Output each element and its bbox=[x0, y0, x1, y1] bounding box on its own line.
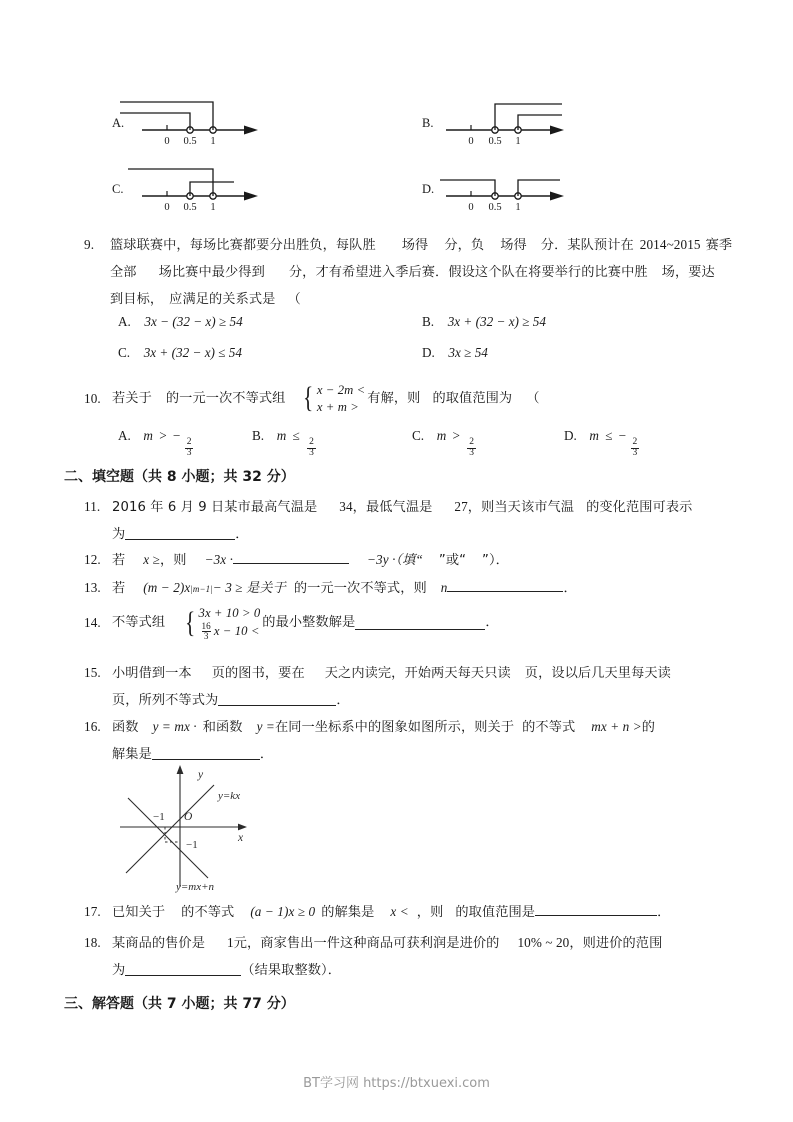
question-15-line-1: 小明借到一本 页的图书，要在 天之内读完，开始两天每天只读 页，设以后几天里每天读 bbox=[112, 666, 671, 681]
question-11-number: 11. bbox=[84, 499, 101, 514]
question-10: 10. 若关于 的一元一次不等式组 { x − 2m < x + m > 有解，则 的取值范围为 （ bbox=[84, 382, 540, 415]
tick-label-0.5: 0.5 bbox=[183, 136, 197, 147]
question-10-option-c[interactable]: C. m > $\frac{2}{3}$ bbox=[412, 428, 474, 459]
section-heading-solution: 三、解答题（共 7 小题；共 77 分） bbox=[64, 996, 295, 1012]
question-18-line-2: 为 （结果取整数）． bbox=[112, 963, 341, 978]
question-10-system: { x − 2m < x + m > bbox=[303, 382, 366, 415]
question-10-option-a[interactable]: A. m > − $\frac{2}{3}$ bbox=[118, 428, 192, 459]
question-14-number: 14. bbox=[84, 615, 101, 631]
choice-label-b: B. bbox=[422, 116, 434, 130]
choice-diagram-b bbox=[422, 92, 582, 150]
question-13: 13. 若 (m − 2)x |m−1| − 3 ≥ 是关于 的一元一次不等式，则 n ． bbox=[84, 575, 784, 602]
answer-blank-13[interactable] bbox=[447, 578, 563, 592]
tick-label-0: 0 bbox=[468, 136, 474, 147]
choice-diagram-c bbox=[112, 158, 272, 216]
question-10-number: 10. bbox=[84, 390, 101, 406]
fraction: $\frac{16}{3}$ bbox=[201, 620, 211, 642]
fraction: $\frac{2}{3}$ bbox=[632, 437, 638, 459]
choice-label-a: A. bbox=[112, 116, 125, 130]
question-13-number: 13. bbox=[84, 580, 101, 595]
question-16-figure bbox=[112, 762, 307, 897]
question-9-option-d[interactable]: D. 3x ≥ 54 bbox=[422, 345, 488, 360]
question-9-line-1: 篮球联赛中，每场比赛都要分出胜负，每队胜 场得 分，负 场得 分．某队预计在 2014~2015 赛季 bbox=[110, 237, 733, 253]
choice-diagram-a bbox=[112, 92, 272, 150]
answer-blank-12[interactable] bbox=[233, 550, 349, 564]
left-brace-icon: { bbox=[185, 606, 196, 639]
answer-blank-15[interactable] bbox=[218, 692, 336, 706]
tick-label-1: 1 bbox=[515, 202, 521, 213]
question-9-option-b[interactable]: B. 3x + (32 − x) ≥ 54 bbox=[422, 314, 546, 329]
question-11-line-1: 2016 年 6 月 9 日某市最高气温是 34，最低气温是 27，则当天该市气温 的变化范围可表示 bbox=[112, 499, 693, 515]
fraction: $\frac{2}{3}$ bbox=[309, 437, 314, 459]
section-heading-fill-in-blank: 二、填空题（共 8 小题；共 32 分） bbox=[64, 469, 295, 485]
question-16-number: 16. bbox=[84, 719, 101, 734]
fraction: $\frac{2}{3}$ bbox=[469, 437, 474, 459]
question-15-line-2: 页，所列不等式为 ． bbox=[112, 693, 350, 708]
answer-blank-18[interactable] bbox=[125, 962, 241, 976]
question-12: 12. 若 x ≥ ，则 −3x · −3y ·（填“ ”或“ ”）． bbox=[84, 547, 784, 574]
question-10-option-d[interactable]: D. m ≤ − $\frac{2}{3}$ bbox=[564, 428, 638, 459]
answer-blank-17[interactable] bbox=[535, 902, 657, 916]
line-label-ymxn: y=mx+n bbox=[176, 881, 215, 893]
question-18-number: 18. bbox=[84, 935, 101, 950]
tick-label-x-minus1: −1 bbox=[153, 811, 165, 823]
tick-label-0: 0 bbox=[164, 136, 170, 147]
tick-label-0: 0 bbox=[164, 202, 170, 213]
answer-blank-16[interactable] bbox=[152, 746, 260, 760]
question-11-line-2: 为 ． bbox=[112, 527, 249, 542]
question-16 bbox=[84, 714, 784, 768]
footer-watermark: BT学习网 https://btxuexi.com bbox=[303, 1076, 490, 1091]
tick-label-y-minus1: −1 bbox=[186, 839, 198, 851]
number-line-a bbox=[112, 92, 272, 150]
choice-label-c: C. bbox=[112, 182, 124, 196]
question-16-line-2: 解集是 ． bbox=[112, 747, 274, 762]
fraction: $\frac{2}{3}$ bbox=[186, 437, 192, 459]
tick-label-0.5: 0.5 bbox=[488, 202, 502, 213]
number-line-d bbox=[422, 158, 582, 216]
question-18 bbox=[84, 930, 784, 984]
question-9-option-c[interactable]: C. 3x + (32 − x) ≤ 54 bbox=[118, 345, 242, 360]
question-14-system: { 3x + 10 > 0 $\frac{16}{3}$ x − 10 < bbox=[185, 606, 261, 642]
number-line-b bbox=[422, 92, 582, 150]
question-9-line-2: 全部 场比赛中最少得到 分，才有希望进入季后赛．假设这个队在将要举行的比赛中胜 场，要达 bbox=[110, 265, 715, 280]
question-18-line-1: 某商品的售价是 1元，商家售出一件这种商品可获利润是进价的 10% ~ 20，则进价的范围 bbox=[112, 935, 663, 951]
question-17-number: 17. bbox=[84, 904, 101, 919]
tick-label-0.5: 0.5 bbox=[488, 136, 502, 147]
question-11 bbox=[84, 494, 784, 548]
question-9 bbox=[84, 232, 784, 313]
axis-y-label: y bbox=[198, 769, 204, 781]
choice-label-d: D. bbox=[422, 182, 435, 196]
origin-label: O bbox=[184, 811, 193, 823]
left-brace-icon: { bbox=[303, 382, 314, 415]
question-16-line-1: 函数 y = mx · 和函数 y =在同一坐标系中的图象如图所示，则关于 的不等式 mx + n >的 bbox=[112, 719, 656, 735]
answer-blank-11[interactable] bbox=[125, 526, 235, 540]
question-15 bbox=[84, 660, 784, 714]
question-10-option-b[interactable]: B. m ≤ $\frac{2}{3}$ bbox=[252, 428, 314, 459]
tick-label-1: 1 bbox=[515, 136, 521, 147]
tick-label-0: 0 bbox=[468, 202, 474, 213]
line-label-ykx: y=kx bbox=[218, 790, 241, 802]
question-17: 17. 已知关于 的不等式 (a − 1)x ≥ 0 的解集是 x < ，则 的取值范围是 ． bbox=[84, 899, 784, 926]
question-9-number: 9. bbox=[84, 237, 95, 252]
number-line-c bbox=[112, 158, 272, 216]
tick-label-1: 1 bbox=[210, 136, 216, 147]
tick-label-1: 1 bbox=[210, 202, 216, 213]
coordinate-graph bbox=[112, 762, 307, 897]
question-9-option-a[interactable]: A. 3x − (32 − x) ≥ 54 bbox=[118, 314, 243, 329]
answer-blank-14[interactable] bbox=[355, 617, 485, 631]
question-12-number: 12. bbox=[84, 552, 101, 567]
question-9-line-3: 到目标， 应满足的关系式是 （ bbox=[110, 292, 301, 307]
choice-diagram-d bbox=[422, 158, 582, 216]
question-15-number: 15. bbox=[84, 665, 101, 680]
question-14: 14. 不等式组 { 3x + 10 > 0 $\frac{16}{3}$ x − 10 < 的最小整数解是 ． bbox=[84, 606, 499, 642]
tick-label-0.5: 0.5 bbox=[183, 202, 197, 213]
axis-x-label: x bbox=[238, 832, 244, 844]
